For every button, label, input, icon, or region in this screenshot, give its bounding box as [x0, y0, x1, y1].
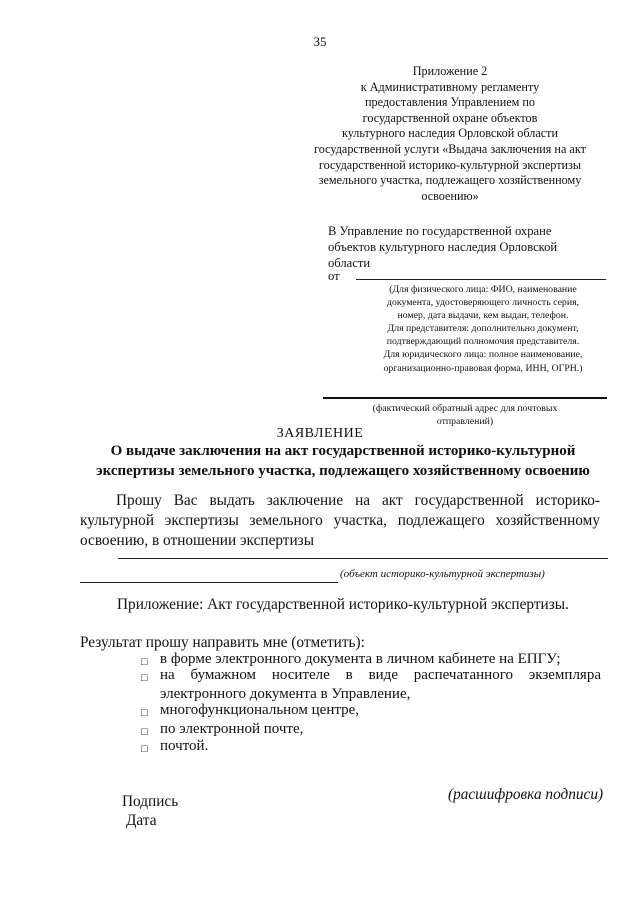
applicant-hint-line: организационно-правовая форма, ИНН, ОГРН.) — [383, 362, 583, 374]
addressee-line: объектов культурного наследия Орловской — [328, 239, 558, 254]
addressee-block — [328, 224, 613, 271]
object-fill-line[interactable] — [118, 558, 608, 559]
applicant-hint-line: (Для физического лица: ФИО, наименование — [389, 284, 577, 295]
checkbox-email[interactable]: □ — [141, 726, 148, 738]
option-email: по электронной почте, — [160, 721, 304, 737]
option-post: почтой. — [160, 738, 209, 754]
applicant-hint-line: Для юридического лица: полное наименование, — [383, 349, 583, 361]
applicant-hint-line: документа, удостоверяющего личность серия, — [386, 297, 580, 309]
addressee-line: области — [328, 255, 371, 270]
appendix-line: государственной охране объектов — [362, 110, 538, 125]
appendix-line: государственной историко-культурной экспертизы — [318, 157, 582, 172]
signature-label: Подпись — [122, 793, 179, 810]
addressee-line: В Управление по государственной охране — [328, 224, 552, 238]
appendix-line: Приложение 2 — [412, 64, 488, 78]
appendix-line: земельного участка, подлежащего хозяйственному — [318, 173, 582, 188]
address-hint — [350, 402, 580, 428]
checkbox-mfc[interactable]: □ — [141, 707, 148, 719]
address-hint-line: (фактический обратный адрес для почтовых — [372, 403, 558, 414]
signature-transcript-label: (расшифровка подписи) — [448, 786, 604, 803]
date-label: Дата — [126, 812, 157, 829]
applicant-hint-line: подтверждающий полномочия представителя. — [386, 336, 580, 348]
result-heading: Результат прошу направить мне (отметить): — [80, 634, 365, 651]
statement-body: Прошу Вас выдать заключение на акт государственной историко-культурной экспертизы земельного участка, подлежащего хозяйственному освоению, в отношении экспертизы — [80, 492, 600, 549]
page-number: 35 — [313, 34, 327, 49]
applicant-hint-line: Для представителя: дополнительно документ, — [387, 323, 579, 335]
attachment-line: Приложение: Акт государственной историко-культурной экспертизы. — [117, 596, 569, 613]
statement-subtitle: О выдаче заключения на акт государственной историко-культурной экспертизы земельного участка, подлежащего хозяйственному освоению — [96, 443, 590, 479]
checkbox-epgu[interactable]: □ — [141, 656, 148, 668]
appendix-header — [295, 64, 605, 204]
from-label: от — [328, 269, 340, 283]
object-fill-line-2[interactable] — [80, 582, 338, 583]
appendix-line: государственной услуги «Выдача заключения на акт — [314, 141, 586, 156]
applicant-hint — [358, 283, 608, 375]
applicant-hint-line: номер, дата выдачи, кем выдан, телефон. — [397, 310, 569, 322]
statement-title: ЗАЯВЛЕНИЕ — [276, 426, 364, 441]
object-hint: (объект историко-культурной экспертизы) — [340, 568, 545, 580]
checkbox-post[interactable]: □ — [141, 743, 148, 755]
option-mfc: многофункциональном центре, — [160, 702, 359, 718]
option-epgu: в форме электронного документа в личном кабинете на ЕПГУ; — [160, 651, 561, 667]
address-fill-line[interactable] — [323, 397, 607, 399]
applicant-fill-line[interactable] — [356, 279, 606, 280]
appendix-line: освоению» — [421, 188, 479, 203]
option-paper: на бумажном носителе в виде распечатанного экземпляра электронного документа в Управление, — [160, 667, 601, 702]
appendix-line: предоставления Управлением по — [364, 95, 536, 110]
address-hint-line: отправлений) — [436, 416, 494, 427]
appendix-line: культурного наследия Орловской области — [341, 126, 559, 141]
checkbox-paper[interactable]: □ — [141, 672, 148, 684]
appendix-line: к Административному регламенту — [360, 79, 540, 94]
